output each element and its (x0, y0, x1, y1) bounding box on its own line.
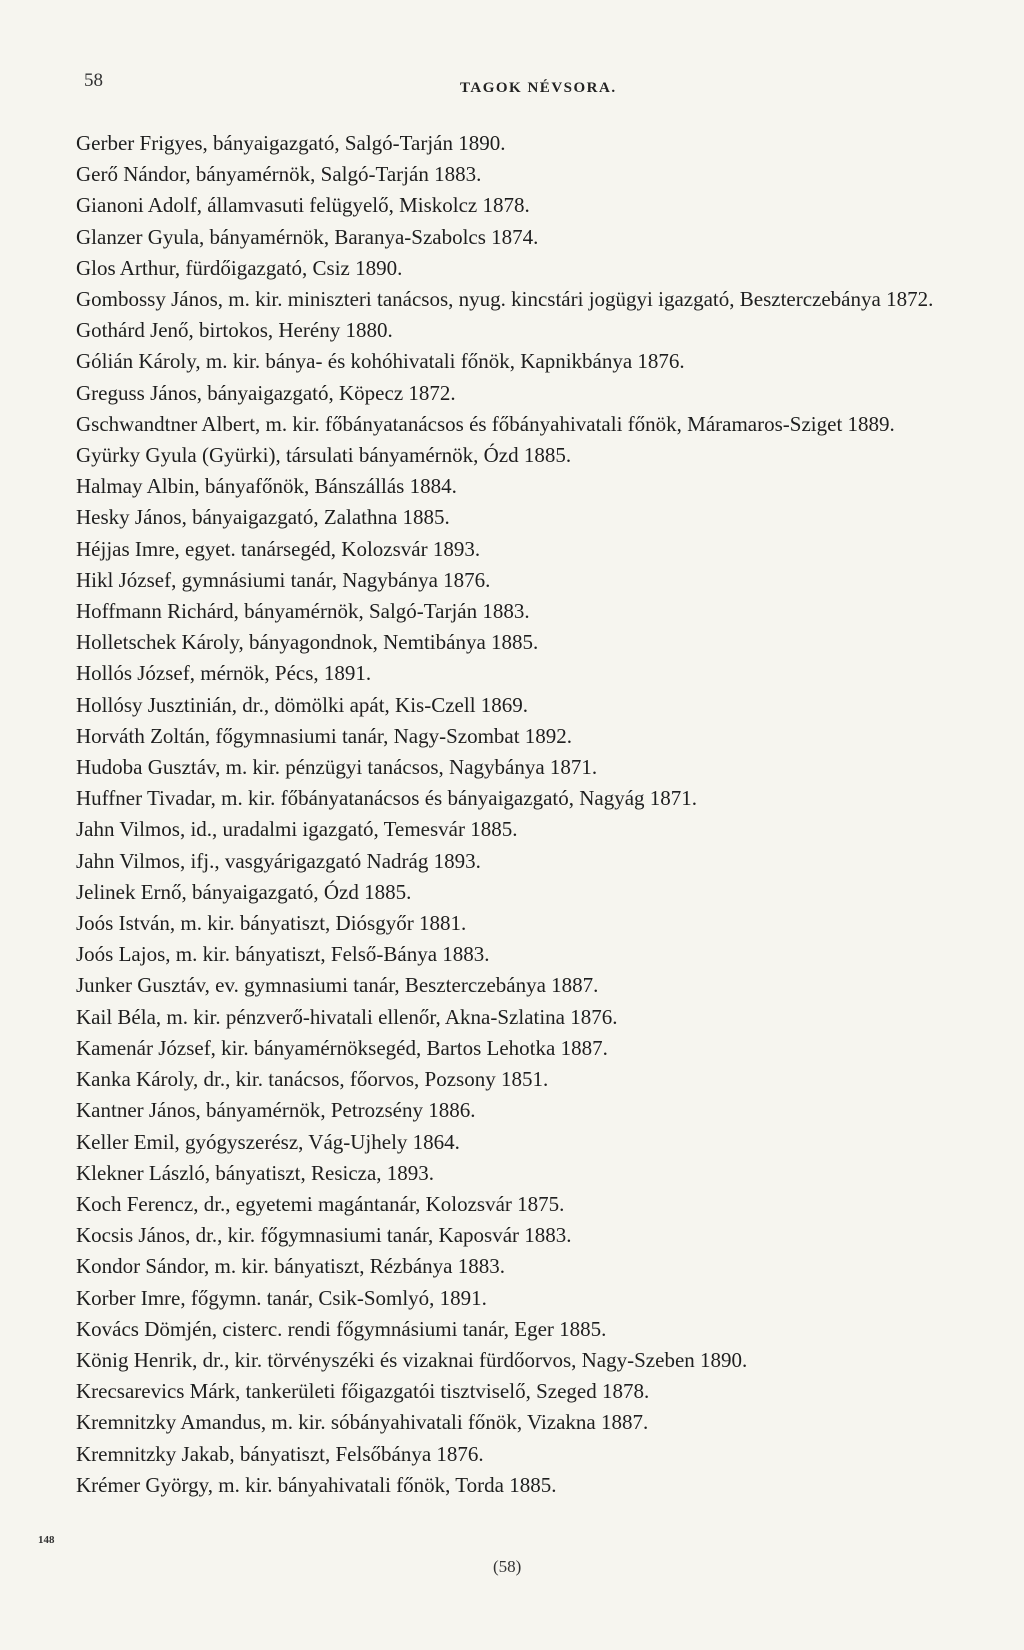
member-entry: Gólián Károly, m. kir. bánya- és kohóhivatali főnök, Kapnikbánya 1876. (76, 349, 685, 374)
footer-page-number: (58) (493, 1557, 522, 1576)
member-entry: Gschwandtner Albert, m. kir. főbányatanácsos és főbányahivatali főnök, Máramaros-Sziget 1889. (76, 411, 895, 436)
member-entry: Koch Ferencz, dr., egyetemi magántanár, Kolozsvár 1875. (76, 1191, 565, 1216)
member-entry: Joós Lajos, m. kir. bányatiszt, Felső-Bánya 1883. (76, 942, 490, 967)
member-entry: Kanka Károly, dr., kir. tanácsos, főorvos, Pozsony 1851. (76, 1067, 549, 1092)
member-list (76, 128, 966, 1501)
member-entry: Gothárd Jenő, birtokos, Herény 1880. (76, 318, 393, 343)
member-entry: Krémer György, m. kir. bányahivatali főnök, Torda 1885. (76, 1472, 557, 1497)
member-entry: Gerber Frigyes, bányaigazgató, Salgó-Tarján 1890. (76, 131, 506, 155)
member-entry: Hollós József, mérnök, Pécs, 1891. (76, 661, 372, 686)
member-entry: Héjjas Imre, egyet. tanársegéd, Kolozsvár 1893. (76, 536, 481, 561)
member-entry: Kocsis János, dr., kir. főgymnasiumi tanár, Kaposvár 1883. (76, 1223, 572, 1248)
member-entry: Halmay Albin, bányafőnök, Bánszállás 1884. (76, 474, 457, 499)
member-entry: Krecsarevics Márk, tankerületi főigazgatói tisztviselő, Szeged 1878. (76, 1379, 650, 1404)
member-entry: Glos Arthur, fürdőigazgató, Csiz 1890. (76, 255, 403, 280)
member-entry: Hollósy Jusztinián, dr., dömölki apát, Kis-Czell 1869. (76, 692, 529, 717)
member-entry: Hudoba Gusztáv, m. kir. pénzügyi tanácsos, Nagybánya 1871. (76, 755, 598, 780)
member-entry: Holletschek Károly, bányagondnok, Nemtibánya 1885. (76, 630, 539, 655)
member-entry: Kantner János, bányamérnök, Petrozsény 1886. (76, 1098, 476, 1123)
member-entry: Keller Emil, gyógyszerész, Vág-Ujhely 1864. (76, 1129, 460, 1154)
member-entry: Junker Gusztáv, ev. gymnasiumi tanár, Beszterczebánya 1887. (76, 973, 599, 998)
member-entry: Horváth Zoltán, főgymnasiumi tanár, Nagy-Szombat 1892. (76, 723, 573, 748)
member-entry: Gianoni Adolf, államvasuti felügyelő, Miskolcz 1878. (76, 193, 530, 218)
member-entry: Joós István, m. kir. bányatiszt, Diósgyőr 1881. (76, 911, 467, 936)
member-entry: König Henrik, dr., kir. törvényszéki és vizaknai fürdőorvos, Nagy-Szeben 1890. (76, 1347, 748, 1372)
member-entry: Kondor Sándor, m. kir. bányatiszt, Rézbánya 1883. (76, 1254, 505, 1279)
member-entry: Klekner László, bányatiszt, Resicza, 1893. (76, 1160, 435, 1185)
member-entry: Kremnitzky Jakab, bányatiszt, Felsőbánya 1876. (76, 1441, 484, 1466)
page-number: 58 (84, 70, 103, 91)
member-entry: Gyürky Gyula (Gyürki), társulati bányamérnök, Ózd 1885. (76, 443, 572, 468)
member-entry: Gerő Nándor, bányamérnök, Salgó-Tarján 1883. (76, 162, 482, 187)
member-entry: Kovács Dömjén, cisterc. rendi főgymnásiumi tanár, Eger 1885. (76, 1316, 607, 1341)
member-entry: Hoffmann Richárd, bányamérnök, Salgó-Tarján 1883. (76, 599, 530, 624)
member-entry: Hesky János, bányaigazgató, Zalathna 1885. (76, 505, 450, 530)
member-entry: Kamenár József, kir. bányamérnöksegéd, Bartos Lehotka 1887. (76, 1035, 608, 1060)
member-entry: Jelinek Ernő, bányaigazgató, Ózd 1885. (76, 879, 412, 904)
member-entry: Kail Béla, m. kir. pénzverő-hivatali ellenőr, Akna-Szlatina 1876. (76, 1004, 618, 1029)
member-entry: Hikl József, gymnásiumi tanár, Nagybánya 1876. (76, 567, 491, 592)
marginal-mark: 148 (38, 1534, 55, 1546)
member-entry: Jahn Vilmos, ifj., vasgyárigazgató Nadrág 1893. (76, 848, 481, 873)
member-entry: Greguss János, bányaigazgató, Köpecz 1872. (76, 380, 456, 405)
member-entry: Huffner Tivadar, m. kir. főbányatanácsos és bányaigazgató, Nagyág 1871. (76, 786, 698, 811)
member-entry: Jahn Vilmos, id., uradalmi igazgató, Temesvár 1885. (76, 817, 518, 842)
member-entry: Glanzer Gyula, bányamérnök, Baranya-Szabolcs 1874. (76, 224, 539, 249)
member-entry: Kremnitzky Amandus, m. kir. sóbányahivatali főnök, Vizakna 1887. (76, 1410, 649, 1435)
member-entry: Gombossy János, m. kir. miniszteri tanácsos, nyug. kincstári jogügyi igazgató, Beszterczebánya 1872. (76, 287, 934, 312)
member-entry: Korber Imre, főgymn. tanár, Csik-Somlyó, 1891. (76, 1285, 487, 1310)
running-header-title: TAGOK NÉVSORA. (460, 80, 617, 96)
